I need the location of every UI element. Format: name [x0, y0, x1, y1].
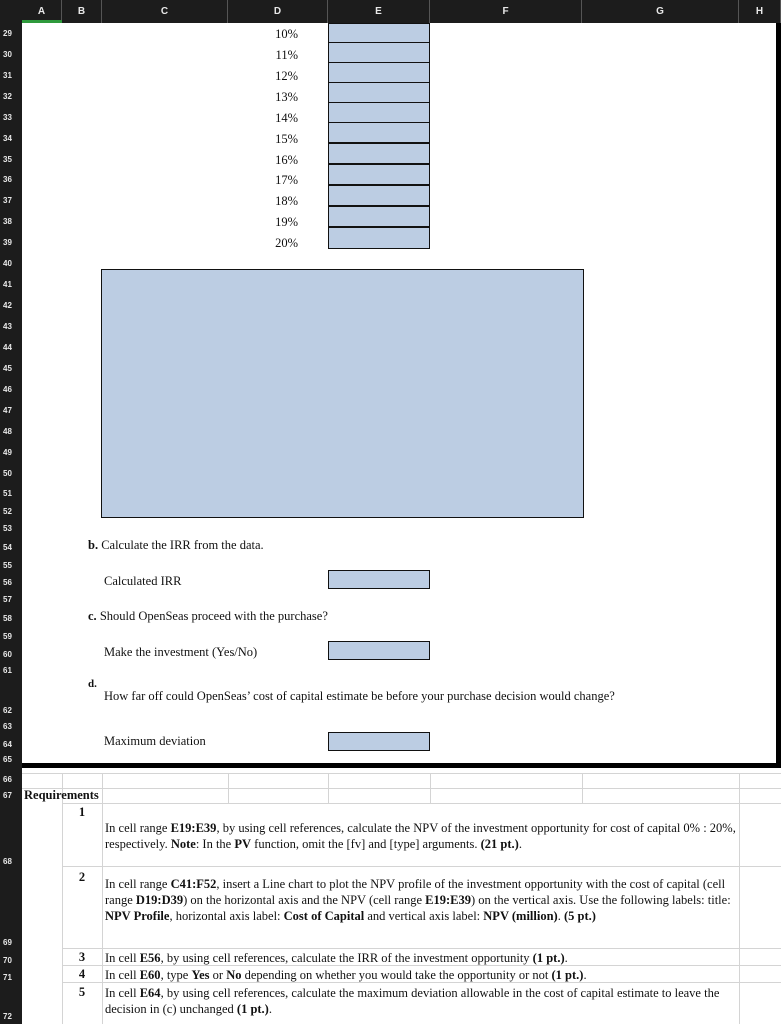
npv-input-cell[interactable]	[328, 164, 430, 185]
row-header[interactable]: 67	[3, 791, 12, 800]
row-header[interactable]: 35	[3, 155, 12, 164]
row-header[interactable]: 31	[3, 71, 12, 80]
requirement-text: In cell range C41:F52, insert a Line chart to plot the NPV profile of the investment opportunity with the cost of capital (cell range D19:D39) on the horizontal axis and the NPV (cell range E19:E39) on the vertical axis. Use the following labels: title: NPV Profile, horizontal axis label: Cost of Capital and vertical axis label: NPV (million). (5 pt.)	[105, 877, 731, 923]
grid-line	[22, 788, 781, 789]
grid-line	[739, 773, 740, 1024]
row-header[interactable]: 70	[3, 956, 12, 965]
row-header[interactable]: 51	[3, 489, 12, 498]
max-deviation-input-cell[interactable]	[328, 732, 430, 751]
grid-line	[430, 773, 431, 803]
row-header-bar	[0, 23, 22, 1024]
grid-line	[62, 948, 781, 949]
max-deviation-label: Maximum deviation	[104, 734, 206, 748]
npv-input-cell[interactable]	[328, 102, 430, 123]
row-header[interactable]: 45	[3, 364, 12, 373]
cost-of-capital-cell[interactable]: 18%	[275, 194, 298, 208]
requirement-number: 1	[78, 805, 86, 819]
requirement-text: In cell range E19:E39, by using cell references, calculate the NPV of the investment opportunity for cost of capital 0% : 20%, respectively. Note: In the PV function, omit the [fv] and [type] arguments. (21 pt.).	[105, 821, 736, 851]
column-header-h[interactable]: H	[739, 0, 781, 23]
cost-of-capital-cell[interactable]: 16%	[275, 153, 298, 167]
cost-of-capital-cell[interactable]: 11%	[275, 48, 298, 62]
cost-of-capital-cell[interactable]: 12%	[275, 69, 298, 83]
npv-input-cell[interactable]	[328, 122, 430, 143]
row-header[interactable]: 62	[3, 706, 12, 715]
row-header[interactable]: 55	[3, 561, 12, 570]
row-header[interactable]: 46	[3, 385, 12, 394]
column-header-bar	[0, 0, 781, 23]
row-header[interactable]: 36	[3, 175, 12, 184]
row-header[interactable]: 43	[3, 322, 12, 331]
row-header[interactable]: 56	[3, 578, 12, 587]
column-header-a[interactable]: A	[22, 0, 62, 23]
row-header[interactable]: 65	[3, 755, 12, 764]
npv-input-cell[interactable]	[328, 42, 430, 63]
row-header[interactable]: 64	[3, 740, 12, 749]
npv-input-cell[interactable]	[328, 23, 430, 43]
npv-input-cell[interactable]	[328, 185, 430, 206]
row-header[interactable]: 59	[3, 632, 12, 641]
row-header[interactable]: 47	[3, 406, 12, 415]
npv-input-cell[interactable]	[328, 62, 430, 83]
row-header[interactable]: 40	[3, 259, 12, 268]
npv-input-cell[interactable]	[328, 206, 430, 227]
column-header-d[interactable]: D	[228, 0, 328, 23]
row-header[interactable]: 32	[3, 92, 12, 101]
row-header[interactable]: 48	[3, 427, 12, 436]
grid-line	[328, 773, 329, 803]
row-header[interactable]: 44	[3, 343, 12, 352]
part-d-label: d.	[88, 678, 97, 690]
column-header-b[interactable]: B	[62, 0, 102, 23]
row-header[interactable]: 61	[3, 666, 12, 675]
cost-of-capital-cell[interactable]: 10%	[275, 27, 298, 41]
row-header[interactable]: 37	[3, 196, 12, 205]
part-d-question: How far off could OpenSeas’ cost of capital estimate be before your purchase decision would change?	[104, 689, 615, 703]
requirement-number: 4	[78, 967, 86, 981]
row-header[interactable]: 72	[3, 1012, 12, 1021]
requirement-number: 2	[78, 870, 86, 884]
part-c-question: c. Should OpenSeas proceed with the purchase?	[88, 609, 328, 623]
requirements-title: Requirements	[24, 788, 99, 802]
row-header[interactable]: 68	[3, 857, 12, 866]
grid-line	[102, 773, 103, 1024]
grid-line	[62, 773, 63, 1024]
requirement-number: 3	[78, 950, 86, 964]
row-header[interactable]: 41	[3, 280, 12, 289]
row-header[interactable]: 49	[3, 448, 12, 457]
row-header[interactable]: 71	[3, 973, 12, 982]
row-header[interactable]: 52	[3, 507, 12, 516]
row-header[interactable]: 29	[3, 29, 12, 38]
row-header[interactable]: 69	[3, 938, 12, 947]
requirement-text: In cell E64, by using cell references, calculate the maximum deviation allowable in the cost of capital estimate to leave the decision in (c) unchanged (1 pt.).	[105, 986, 720, 1016]
invest-decision-label: Make the investment (Yes/No)	[104, 645, 258, 659]
cost-of-capital-cell[interactable]: 20%	[275, 236, 298, 250]
column-header-c[interactable]: C	[102, 0, 228, 23]
cost-of-capital-cell[interactable]: 17%	[275, 173, 298, 187]
grid-line	[62, 866, 781, 867]
invest-decision-input-cell[interactable]	[328, 641, 430, 660]
requirement-number: 5	[78, 985, 86, 999]
irr-label: Calculated IRR	[104, 574, 182, 588]
row-header[interactable]: 39	[3, 238, 12, 247]
row-header[interactable]: 33	[3, 113, 12, 122]
column-header-g[interactable]: G	[582, 0, 739, 23]
cost-of-capital-cell[interactable]: 15%	[275, 132, 298, 146]
row-header[interactable]: 60	[3, 650, 12, 659]
chart-placeholder-area[interactable]	[101, 269, 584, 518]
row-header[interactable]: 54	[3, 543, 12, 552]
row-header[interactable]: 58	[3, 614, 12, 623]
row-header[interactable]: 57	[3, 595, 12, 604]
irr-input-cell[interactable]	[328, 570, 430, 589]
grid-line	[582, 773, 583, 803]
npv-input-cell[interactable]	[328, 143, 430, 164]
npv-input-cell[interactable]	[328, 82, 430, 103]
row-header[interactable]: 30	[3, 50, 12, 59]
grid-line	[22, 773, 781, 774]
selected-column-indicator	[22, 0, 62, 23]
row-header[interactable]: 42	[3, 301, 12, 310]
row-header[interactable]: 53	[3, 524, 12, 533]
cost-of-capital-cell[interactable]: 13%	[275, 90, 298, 104]
grid-line	[228, 773, 229, 803]
cost-of-capital-cell[interactable]: 19%	[275, 215, 298, 229]
part-b-question: b. Calculate the IRR from the data.	[88, 538, 264, 552]
row-header[interactable]: 34	[3, 134, 12, 143]
row-header[interactable]: 63	[3, 722, 12, 731]
column-header-e[interactable]: E	[328, 0, 430, 23]
requirement-text: In cell E56, by using cell references, calculate the IRR of the investment opportunity (1 pt.).	[105, 951, 568, 965]
requirement-text: In cell E60, type Yes or No depending on whether you would take the opportunity or not (1 pt.).	[105, 968, 587, 982]
npv-input-cell[interactable]	[328, 227, 430, 249]
row-header[interactable]: 66	[3, 775, 12, 784]
grid-line	[62, 803, 781, 804]
row-header[interactable]: 50	[3, 469, 12, 478]
row-header[interactable]: 38	[3, 217, 12, 226]
column-header-f[interactable]: F	[430, 0, 582, 23]
cost-of-capital-cell[interactable]: 14%	[275, 111, 298, 125]
